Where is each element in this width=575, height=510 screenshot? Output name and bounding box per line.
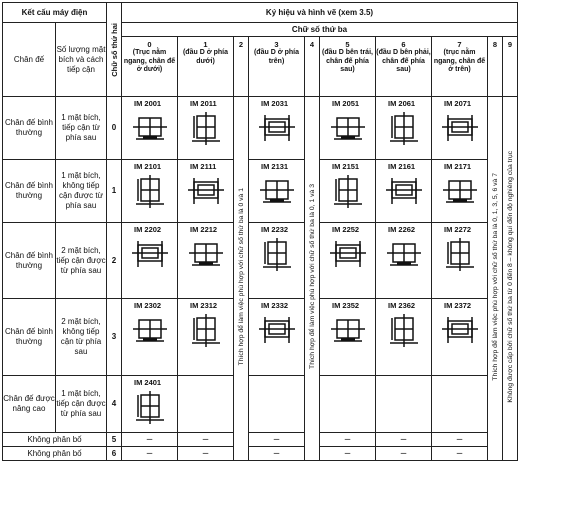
motor-mounting-icon	[130, 237, 170, 273]
motor-mounting-icon	[440, 174, 480, 210]
column-number: 5	[345, 40, 350, 49]
base-type-cell	[3, 299, 56, 376]
second-digit-cell-text: 4	[111, 399, 117, 408]
motor-mounting-icon	[186, 174, 226, 210]
second-digit-header: Chữ số thứ hai	[107, 3, 122, 97]
dash-cell: –	[320, 433, 376, 447]
motor-mounting-icon	[257, 313, 297, 349]
motor-mounting-icon	[257, 111, 297, 147]
dash-cell: –	[178, 447, 234, 461]
column-description: (đầu D ở phía dưới)	[182, 49, 229, 65]
second-digit-cell-text: 2	[111, 255, 117, 265]
unassigned-label-cell	[3, 447, 107, 461]
flange-cell	[56, 97, 107, 160]
im-code: IM 2161	[388, 162, 416, 171]
base-type-cell-text: Chân đế bình thường	[4, 118, 54, 137]
third-digit-col-5	[320, 37, 376, 97]
column-number: 3	[274, 40, 279, 49]
third-digit-col-7	[432, 37, 488, 97]
column-number: 8	[492, 40, 498, 49]
base-type-cell	[3, 97, 56, 160]
im-code: IM 2131	[261, 162, 289, 171]
dash-cell: –	[376, 447, 432, 461]
im-code: IM 2011	[190, 99, 217, 108]
note-text: Thích hợp để làm việc phù hợp với chữ số thứ ba là 0 và 1	[237, 187, 245, 366]
motor-mounting-icon	[130, 390, 170, 426]
base-header: Chân đế	[3, 23, 56, 97]
symbols-header: Ký hiệu và hình vẽ (xem 3.5)	[122, 3, 518, 23]
im-code: IM 2101	[134, 162, 162, 171]
im-code: IM 2401	[134, 378, 162, 387]
second-digit-cell-text: 6	[111, 448, 117, 458]
motor-mounting-icon	[130, 313, 170, 349]
motor-mounting-icon	[440, 111, 480, 147]
second-digit-cell-text: 3	[111, 332, 117, 341]
mounting-cell	[432, 160, 488, 223]
mounting-cell	[376, 299, 432, 376]
dash-cell: –	[320, 447, 376, 461]
flange-cell-text: 1 mặt bích, tiếp cận từ phía sau	[61, 113, 101, 142]
third-digit-col-8	[488, 37, 503, 97]
mounting-cell	[178, 223, 234, 299]
mounting-cell	[432, 299, 488, 376]
flange-cell	[56, 160, 107, 223]
dash-cell: –	[122, 433, 178, 447]
im-code: IM 2262	[388, 225, 416, 234]
motor-mounting-icon	[440, 237, 480, 273]
mounting-cell	[320, 299, 376, 376]
empty-cell	[376, 376, 432, 433]
third-digit-col-3	[249, 37, 305, 97]
im-code-table	[2, 2, 518, 461]
empty-cell	[320, 376, 376, 433]
base-type-cell-text: Chân đế bình thường	[4, 250, 54, 270]
second-digit-cell	[107, 376, 122, 433]
column-number: 0	[147, 40, 152, 49]
second-digit-cell	[107, 97, 122, 160]
flange-count-header: Số lượng mặt bích và cách tiếp cận	[56, 23, 107, 97]
note-col-4	[305, 97, 320, 461]
table-row	[3, 376, 518, 433]
im-code: IM 2232	[261, 225, 289, 234]
mounting-cell	[122, 376, 178, 433]
second-digit-cell	[107, 447, 122, 461]
mounting-cell	[376, 223, 432, 299]
third-digit-col-9	[503, 37, 518, 97]
motor-mounting-icon	[257, 237, 297, 273]
table-row	[3, 223, 518, 299]
third-digit-col-6	[376, 37, 432, 97]
motor-mounting-icon	[186, 313, 226, 349]
empty-cell	[249, 376, 305, 433]
flange-cell	[56, 299, 107, 376]
second-digit-cell	[107, 299, 122, 376]
second-digit-cell	[107, 223, 122, 299]
construction-header: Kết cấu máy điện	[3, 3, 107, 23]
mounting-cell	[122, 97, 178, 160]
column-number: 1	[203, 40, 208, 49]
mounting-cell	[432, 223, 488, 299]
im-code: IM 2212	[190, 225, 218, 234]
column-number: 2	[238, 40, 244, 49]
flange-cell-text: 1 mặt bích, tiếp cận được từ phía sau	[56, 389, 106, 418]
note-col-8	[488, 97, 503, 461]
im-code: IM 2061	[388, 99, 416, 108]
mounting-cell	[432, 97, 488, 160]
mounting-cell	[249, 223, 305, 299]
note-text: Không được cấp bởi chữ số thứ ba từ 0 đến 8 – không quí đến độ nghiêng của trục	[506, 150, 514, 403]
im-code: IM 2001	[134, 99, 162, 108]
third-digit-header: Chữ số thứ ba	[122, 23, 518, 37]
column-description: (đầu D bên phải, chân đế phía sau)	[376, 49, 431, 73]
motor-mounting-icon	[384, 313, 424, 349]
flange-cell-text: 1 mặt bích, không tiếp cận được từ phía sau	[59, 171, 103, 210]
table-row	[3, 447, 518, 461]
column-description: (đầu D bên trái, chân đế phía sau)	[322, 49, 373, 73]
im-code: IM 2151	[332, 162, 360, 171]
im-code: IM 2352	[332, 301, 360, 310]
dash-cell: –	[249, 447, 305, 461]
third-digit-col-2	[234, 37, 249, 97]
motor-mounting-icon	[186, 237, 226, 273]
second-digit-cell-text: 0	[111, 123, 117, 132]
third-digit-col-4	[305, 37, 320, 97]
motor-mounting-icon	[328, 111, 368, 147]
base-type-cell	[3, 160, 56, 223]
dash-cell: –	[249, 433, 305, 447]
dash-cell: –	[178, 433, 234, 447]
flange-cell	[56, 376, 107, 433]
mounting-cell	[376, 97, 432, 160]
mounting-cell	[249, 160, 305, 223]
base-type-cell	[3, 376, 56, 433]
note-text: Thích hợp để làm việc phù hợp với chữ số thứ ba là 0, 1, 3, 5, 6 và 7	[491, 172, 499, 381]
mounting-cell	[320, 223, 376, 299]
flange-cell-text: 2 mặt bích, tiếp cận được từ phía sau	[56, 245, 106, 275]
column-description: (trục nằm ngang, chân đế ở trên)	[433, 49, 486, 73]
dash-cell: –	[432, 447, 488, 461]
flange-cell	[56, 223, 107, 299]
note-col-2	[234, 97, 249, 461]
mounting-cell	[178, 97, 234, 160]
im-code: IM 2302	[134, 301, 162, 310]
dash-cell: –	[376, 433, 432, 447]
mounting-cell	[122, 160, 178, 223]
column-number: 4	[309, 40, 315, 49]
im-code: IM 2171	[444, 162, 472, 171]
table-row	[3, 299, 518, 376]
unassigned-label-cell-text: Không phân bố	[27, 448, 82, 458]
im-code: IM 2252	[332, 225, 360, 234]
motor-mounting-icon	[328, 313, 368, 349]
motor-mounting-icon	[328, 237, 368, 273]
second-digit-cell	[107, 160, 122, 223]
column-number: 6	[401, 40, 406, 49]
third-digit-col-1	[178, 37, 234, 97]
table-row	[3, 160, 518, 223]
base-type-cell-text: Chân đế bình thường	[4, 181, 54, 200]
mounting-cell	[376, 160, 432, 223]
motor-mounting-icon	[130, 111, 170, 147]
column-number: 9	[507, 40, 513, 49]
motor-mounting-icon	[257, 174, 297, 210]
im-code: IM 2372	[444, 301, 472, 310]
im-code: IM 2362	[388, 301, 416, 310]
column-description: (Trục nằm ngang, chân đế ở dưới)	[123, 49, 176, 73]
im-code: IM 2051	[332, 99, 360, 108]
motor-mounting-icon	[328, 174, 368, 210]
motor-mounting-icon	[384, 174, 424, 210]
im-code: IM 2031	[261, 99, 289, 108]
im-code: IM 2312	[190, 301, 218, 310]
table-row	[3, 433, 518, 447]
im-code: IM 2202	[134, 225, 162, 234]
im-code: IM 2071	[444, 99, 472, 108]
base-type-cell-text: Chân đế bình thường	[4, 327, 54, 346]
note-col-9	[503, 97, 518, 461]
motor-mounting-icon	[186, 111, 226, 147]
base-type-cell-text: Chân đế được nâng cao	[3, 394, 55, 413]
mounting-cell	[178, 160, 234, 223]
im-code: IM 2111	[190, 162, 217, 171]
empty-cell	[432, 376, 488, 433]
flange-cell-text: 2 mặt bích, không tiếp cận từ phía sau	[60, 317, 102, 356]
motor-mounting-icon	[440, 313, 480, 349]
note-text: Thích hợp để làm việc phù hợp với chữ số thứ ba là 0, 1 và 3	[308, 184, 316, 369]
unassigned-label-cell-text: Không phân bố	[27, 434, 82, 444]
dash-cell: –	[432, 433, 488, 447]
mounting-cell	[320, 160, 376, 223]
mounting-cell	[122, 223, 178, 299]
unassigned-label-cell	[3, 433, 107, 447]
motor-mounting-icon	[384, 237, 424, 273]
column-number: 7	[457, 40, 462, 49]
mounting-cell	[320, 97, 376, 160]
table-row	[3, 97, 518, 160]
motor-mounting-icon	[384, 111, 424, 147]
column-description: (đầu D ở phía trên)	[253, 49, 300, 65]
mounting-cell	[178, 299, 234, 376]
second-digit-cell-text: 5	[111, 434, 117, 444]
mounting-cell	[122, 299, 178, 376]
im-code: IM 2272	[444, 225, 472, 234]
third-digit-col-0	[122, 37, 178, 97]
base-type-cell	[3, 223, 56, 299]
mounting-cell	[249, 97, 305, 160]
empty-cell	[178, 376, 234, 433]
second-digit-cell	[107, 433, 122, 447]
dash-cell: –	[122, 447, 178, 461]
motor-mounting-icon	[130, 174, 170, 210]
second-digit-cell-text: 1	[111, 186, 117, 195]
mounting-cell	[249, 299, 305, 376]
im-code: IM 2332	[261, 301, 289, 310]
